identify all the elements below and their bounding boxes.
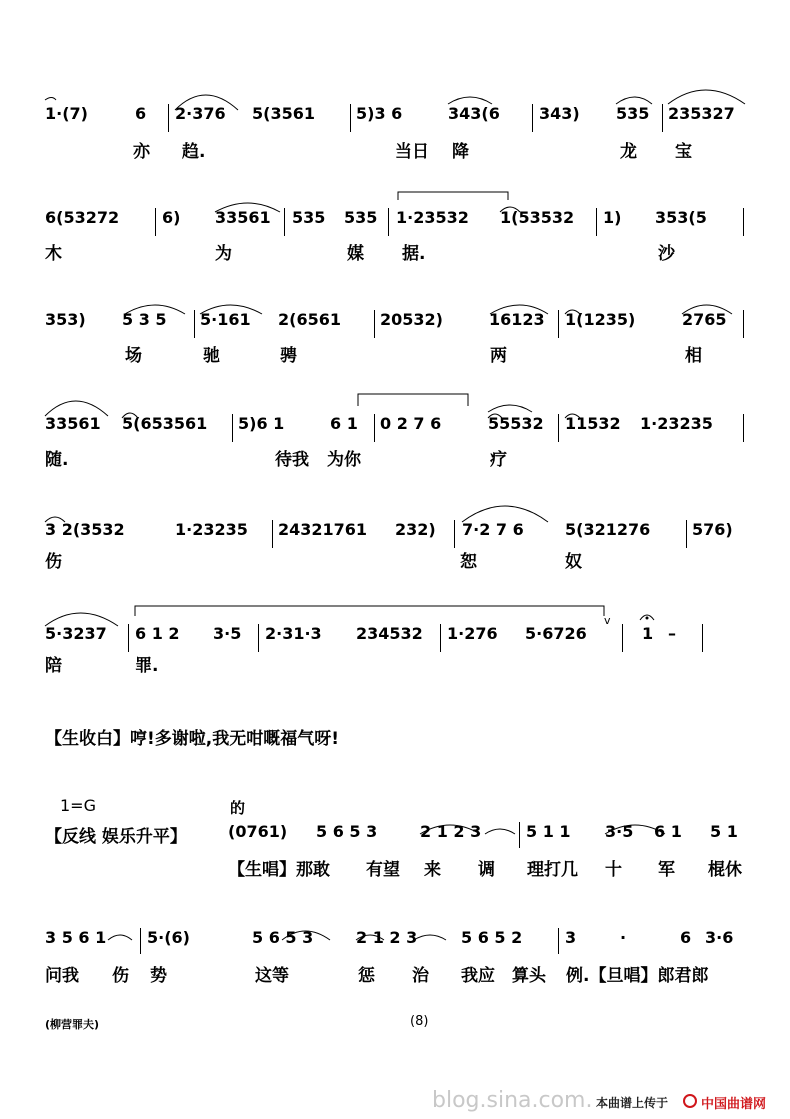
notation-segment: 1·23532 [396, 208, 469, 227]
notation-segment: 343(6 [448, 104, 500, 123]
bar-line [232, 414, 233, 442]
lyric: 我应 [461, 966, 495, 986]
notation-segment: 5 6 5 2 [461, 928, 523, 947]
bar-line [140, 928, 141, 954]
score-system-1 [0, 92, 790, 172]
lyric: 来 [424, 860, 441, 880]
lyric: 骋 [280, 346, 297, 366]
notation-segment: 55532 [488, 414, 544, 433]
watermark-site: 中国曲谱网 [701, 1097, 767, 1112]
lyric: 势 [150, 966, 167, 986]
lyric: 调 [478, 860, 495, 880]
lyric: 恕 [460, 552, 477, 572]
bar-line [558, 414, 559, 442]
notation-segment: 5·161 [200, 310, 251, 329]
notation-segment: (0761) [228, 822, 288, 841]
notation-segment: 1(53532 [500, 208, 575, 227]
notation-segment: 535 [344, 208, 378, 227]
bar-line [168, 104, 169, 132]
lyric: 媒 [347, 244, 364, 264]
notation-segment: 2765 [682, 310, 727, 329]
bar-line [440, 624, 441, 652]
score-system-2 [0, 196, 790, 276]
watermark-blog: blog.sina.com. [432, 1088, 593, 1113]
notation-segment: 16123 [489, 310, 545, 329]
lyric: 两 [490, 346, 507, 366]
bar-line [350, 104, 351, 132]
spoken-line: 【生收白】哼!多谢啦,我无咁嘅福气呀! [45, 729, 339, 749]
lyric: 理打几 [527, 860, 578, 880]
bar-line [284, 208, 285, 236]
lyric: 陪 [45, 656, 62, 676]
lyric: 木 [45, 244, 62, 264]
key-signature: 1=G [60, 796, 96, 815]
bar-line [622, 624, 623, 652]
bar-line [128, 624, 129, 652]
lyric: 奴 [565, 552, 582, 572]
page-number: (8) [410, 1014, 429, 1029]
notation-segment: 6 1 2 [135, 624, 180, 643]
bar-line [743, 310, 744, 338]
notation-segment: 6 1 [654, 822, 682, 841]
notation-segment: 5·(6) [147, 928, 190, 947]
notation-segment: 5·6726 [525, 624, 587, 643]
notation-segment: 3·5 [605, 822, 634, 841]
notation-segment: 6(53272 [45, 208, 120, 227]
notation-segment: 6 [680, 928, 692, 947]
bar-line [558, 310, 559, 338]
lyric: 【生唱】那敢 [228, 860, 330, 880]
watermark-upload: 本曲谱上传于 [596, 1096, 669, 1110]
notation-segment: 535 [616, 104, 650, 123]
lyric: 亦 [133, 142, 150, 162]
notation-segment: 2 1 2 3 [356, 928, 418, 947]
bar-line [596, 208, 597, 236]
lyric: 当日 [395, 142, 429, 162]
lyric: 宝 [675, 142, 692, 162]
bar-line [558, 928, 559, 954]
bar-line [743, 208, 744, 236]
notation-segment: · [620, 928, 627, 947]
lyric: 军 [658, 860, 675, 880]
notation-segment: 234532 [356, 624, 423, 643]
notation-segment: 235327 [668, 104, 735, 123]
notation-segment: 3 5 6 1 [45, 928, 107, 947]
notation-segment: 20532) [380, 310, 443, 329]
score-system-5 [0, 508, 790, 588]
lyric: 沙 [658, 244, 675, 264]
bar-line [374, 310, 375, 338]
lyric: 棍休 [708, 860, 742, 880]
notation-segment: 5 1 1 [526, 822, 571, 841]
bar-line [532, 104, 533, 132]
notation-segment: 1·(7) [45, 104, 88, 123]
bar-line [686, 520, 687, 548]
notation-segment: 33561 [215, 208, 271, 227]
lyric: 伤 [112, 966, 129, 986]
bar-line [194, 310, 195, 338]
lyric: 据. [402, 244, 426, 264]
notation-segment: 6 [135, 104, 147, 123]
notation-segment: 5 1 [710, 822, 738, 841]
notation-segment: 33561 [45, 414, 101, 433]
bar-line [258, 624, 259, 652]
notation-segment: 5 6 5 3 [316, 822, 378, 841]
bar-line [155, 208, 156, 236]
notation-segment: 5 6 5 3 [252, 928, 314, 947]
notation-segment: 1 [642, 624, 654, 643]
lyric: 例.【旦唱】郎君郎 [566, 966, 709, 986]
lyric: 驰 [203, 346, 220, 366]
notation-segment: 2·376 [175, 104, 226, 123]
notation-segment: 5 3 5 [122, 310, 167, 329]
notation-segment: 5·3237 [45, 624, 107, 643]
bar-line [454, 520, 455, 548]
notation-segment: 1·276 [447, 624, 498, 643]
breath-mark: v [604, 614, 611, 627]
notation-segment: 1·23235 [175, 520, 248, 539]
score-system-8 [0, 928, 790, 1008]
notation-segment: 353) [45, 310, 86, 329]
lyric: 这等 [255, 966, 289, 986]
score-system-7 [0, 822, 790, 902]
notation-segment: 2·31·3 [265, 624, 322, 643]
watermark-logo-icon [683, 1094, 697, 1108]
notation-segment: 5(653561 [122, 414, 208, 433]
notation-segment: 1) [603, 208, 622, 227]
notation-segment: 6) [162, 208, 181, 227]
lyric: 待我 [275, 450, 309, 470]
notation-segment: 535 [292, 208, 326, 227]
notation-segment: 3·6 [705, 928, 734, 947]
key-suffix: 的 [230, 799, 246, 817]
bar-line [272, 520, 273, 548]
notation-segment: 1·23235 [640, 414, 713, 433]
lyric: 趋. [182, 142, 206, 162]
bar-line [388, 208, 389, 236]
lyric: 罪. [135, 656, 159, 676]
notation-segment: 7·2 7 6 [462, 520, 524, 539]
lyric: 随. [45, 450, 69, 470]
lyric: 治 [412, 966, 429, 986]
notation-segment: 3·5 [213, 624, 242, 643]
lyric: 问我 [45, 966, 79, 986]
lyric: 为你 [327, 450, 361, 470]
lyric: 相 [685, 346, 702, 366]
bar-line [743, 414, 744, 442]
lyric: 惩 [358, 966, 375, 986]
notation-segment: 343) [539, 104, 580, 123]
notation-segment: 5(3561 [252, 104, 315, 123]
lyric: 场 [125, 346, 142, 366]
score-system-6 [0, 612, 790, 692]
footer-title: (柳营罪夫) [45, 1018, 100, 1031]
lyric: 降 [452, 142, 469, 162]
notation-segment: 6 1 [330, 414, 358, 433]
notation-segment: 2 1 2 3 [420, 822, 482, 841]
notation-segment: 24321761 [278, 520, 368, 539]
notation-segment: 5(321276 [565, 520, 651, 539]
notation-segment: 3 [565, 928, 577, 947]
notation-segment: 232) [395, 520, 436, 539]
lyric: 龙 [620, 142, 637, 162]
notation-segment: 353(5 [655, 208, 707, 227]
bar-line [519, 822, 520, 848]
score-system-4 [0, 402, 790, 482]
notation-segment: 5)3 6 [356, 104, 403, 123]
notation-segment: 11532 [565, 414, 621, 433]
score-system-3 [0, 298, 790, 378]
notation-segment: 3 2(3532 [45, 520, 125, 539]
lyric: 算头 [512, 966, 546, 986]
lyric: 疗 [490, 450, 507, 470]
notation-segment: 5)6 1 [238, 414, 285, 433]
lyric: 为 [215, 244, 232, 264]
lyric: 伤 [45, 552, 62, 572]
notation-segment: 576) [692, 520, 733, 539]
notation-segment: 1(1235) [565, 310, 636, 329]
lyric: 十 [605, 860, 622, 880]
bar-line [702, 624, 703, 652]
notation-segment: 0 2 7 6 [380, 414, 442, 433]
lyric: 有望 [366, 860, 400, 880]
bar-line [662, 104, 663, 132]
tune-label: 【反线 娱乐升平】 [45, 827, 187, 847]
notation-segment: – [668, 624, 676, 643]
bar-line [374, 414, 375, 442]
notation-segment: 2(6561 [278, 310, 341, 329]
